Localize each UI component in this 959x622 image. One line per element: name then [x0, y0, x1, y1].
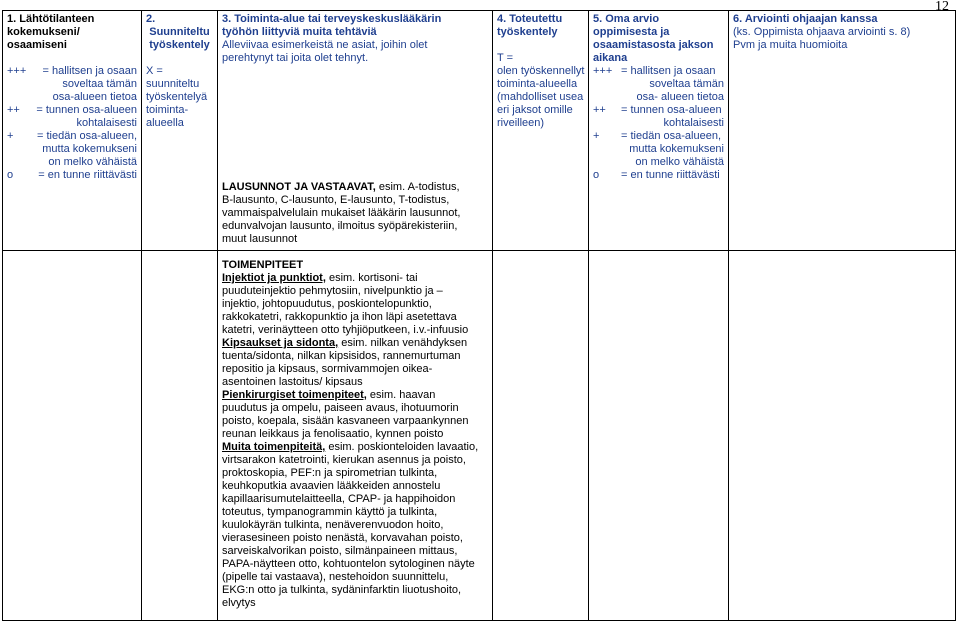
toimenpiteet-title: TOIMENPITEET	[222, 259, 304, 271]
col6-cell	[729, 11, 956, 251]
scale-row: +++ = hallitsen ja osaan	[7, 65, 137, 77]
col1-scale	[7, 65, 137, 182]
col2-heading: 2. Suunniteltu työskentely	[146, 13, 210, 51]
col3-intro: Alleviivaa esimerkeistä ne asiat, joihin olet perehtynyt tai joita olet tehnyt.	[222, 39, 428, 64]
col5-cell	[589, 11, 729, 251]
section-title: Muita toimenpiteitä,	[222, 441, 326, 453]
scale-row: mutta kokemukseni	[629, 143, 724, 155]
section-line: Muita toimenpiteitä, esim. poskionteloiden lavaatio,	[222, 441, 479, 453]
scale-row: +++ = hallitsen ja osaan	[593, 65, 716, 77]
scale-row: kohtalaisesti	[663, 117, 724, 129]
scale-row: o = en tunne riittävästi	[7, 169, 137, 181]
scale-row: kohtalaisesti	[76, 117, 137, 129]
scale-row: + = tiedän osa-alueen,	[593, 130, 721, 142]
col3-heading: 3. Toiminta-alue tai terveyskeskuslääkärin työhön liittyviä muita tehtäviä	[222, 13, 442, 38]
scale-row: osa-alueen tietoa	[52, 91, 137, 103]
section-title: Kipsaukset ja sidonta,	[222, 337, 339, 349]
input-cell[interactable]	[589, 251, 729, 621]
col4-body: T = olen työskennellyt toiminta-alueella (mahdolliset usea eri jaksot omille riveilleen)	[497, 52, 585, 129]
col5-scale	[593, 65, 724, 182]
study-table	[2, 10, 956, 621]
input-cell[interactable]	[142, 251, 218, 621]
scale-row: soveltaa tämän	[62, 78, 137, 90]
toimenpiteet-row	[3, 251, 956, 621]
input-cell[interactable]	[3, 251, 142, 621]
scale-row: soveltaa tämän	[649, 78, 724, 90]
col6-body: (ks. Oppimista ohjaava arviointi s. 8) Pvm ja muita huomioita	[733, 26, 911, 51]
section-line: Injektiot ja punktiot, esim. kortisoni- tai	[222, 272, 418, 284]
col6-heading: 6. Arviointi ohjaajan kanssa	[733, 13, 878, 25]
lausunnot-block: LAUSUNNOT JA VASTAAVAT, esim. A-todistus, B-lausunto, C-lausunto, E-lausunto, T-todistus, vammaispalvelulain mukaiset lääkärin lausunnot, edunvalvojan lausunto, ilmoitus syöpärekisteriin, muut lausunnot	[222, 181, 461, 245]
section-line: Kipsaukset ja sidonta, esim. nilkan venähdyksen	[222, 337, 468, 349]
col1-cell	[3, 11, 142, 251]
scale-row: on melko vähäistä	[635, 156, 724, 168]
input-cell[interactable]	[493, 251, 589, 621]
scale-row: + = tiedän osa-alueen,	[7, 130, 137, 142]
scale-row: o = en tunne riittävästi	[593, 169, 720, 181]
scale-row: mutta kokemukseni	[42, 143, 137, 155]
input-cell[interactable]	[729, 251, 956, 621]
col4-heading: 4. Toteutettu työskentely	[497, 13, 563, 38]
col4-cell	[493, 11, 589, 251]
page-number: 12	[935, 0, 949, 14]
scale-row: ++ = tunnen osa-alueen	[7, 104, 137, 116]
lausunnot-title: LAUSUNNOT JA VASTAAVAT,	[222, 181, 376, 193]
scale-row: on melko vähäistä	[48, 156, 137, 168]
col5-heading: 5. Oma arvio oppimisesta ja osaamistasosta jakson aikana	[593, 13, 714, 64]
header-row	[3, 11, 956, 251]
section-title: Injektiot ja punktiot,	[222, 272, 326, 284]
section-title: Pienkirurgiset toimenpiteet,	[222, 389, 367, 401]
section-line: Pienkirurgiset toimenpiteet, esim. haavan	[222, 389, 436, 401]
col2-cell	[142, 11, 218, 251]
scale-row: ++ = tunnen osa-alueen	[593, 104, 722, 116]
col1-heading: 1. Lähtötilanteen kokemukseni/ osaamiseni	[7, 13, 95, 51]
toimenpiteet-cell: TOIMENPITEET Injektiot ja punktiot, esim. kortisoni- tai puuduteinjektio pehmytosiin, nivelpunktio ja – injektio, johtopuudutus, poskiontelopunktio, rakkokatetri, rakkopunktio ja ihon läpi asetettava katetri, verinäytteen otto tyhjiöputkeen, i.v.-infuusio Kipsaukset ja sidonta, esim. nilkan venähdyksen tuenta/sidonta, nilkan kipsisidos, rannemurtuman repositio ja kipsaus, sormivammojen oikea- asentoinen lastoitus/ kipsaus Pienkirurgiset toimenpiteet, esim. haavan puudutus ja ompelu, paiseen avaus, ihotuumorin poisto, koepala, sisään kasvaneen varpaankynnen reunan leikkaus ja fenolisaatio, kynnen poisto Muita toimenpiteitä, esim. poskionteloiden lavaatio, virtsarakon katetrointi, kierukan asennus ja poisto, proktoskopia, PEF:n ja spirometrian tulkinta, keuhkoputkia avaavien lääkkeiden annostelu kapillaarisumutelaitteella, CPAP- ja happihoidon toteutus, tympanogrammin käyttö ja tulkinta, kuulokäyrän tulkinta, nenäverenvuodon hoito, vierasesineen poisto nenästä, korvavahan poisto, sarveiskalvorikan poisto, silmänpaineen mittaus, PAPA-näytteen otto, kohtuontelon sytologinen näyte (pipelle tai vastaava), nestehoidon suunnittelu, EKG:n otto ja tulkinta, sydäninfarktin liuotushoito, elvytys	[218, 251, 493, 621]
col2-body: X = suunniteltu työskentelyä toiminta- alueella	[146, 65, 208, 129]
scale-row: osa- alueen tietoa	[636, 91, 724, 103]
col3-cell	[218, 11, 493, 251]
